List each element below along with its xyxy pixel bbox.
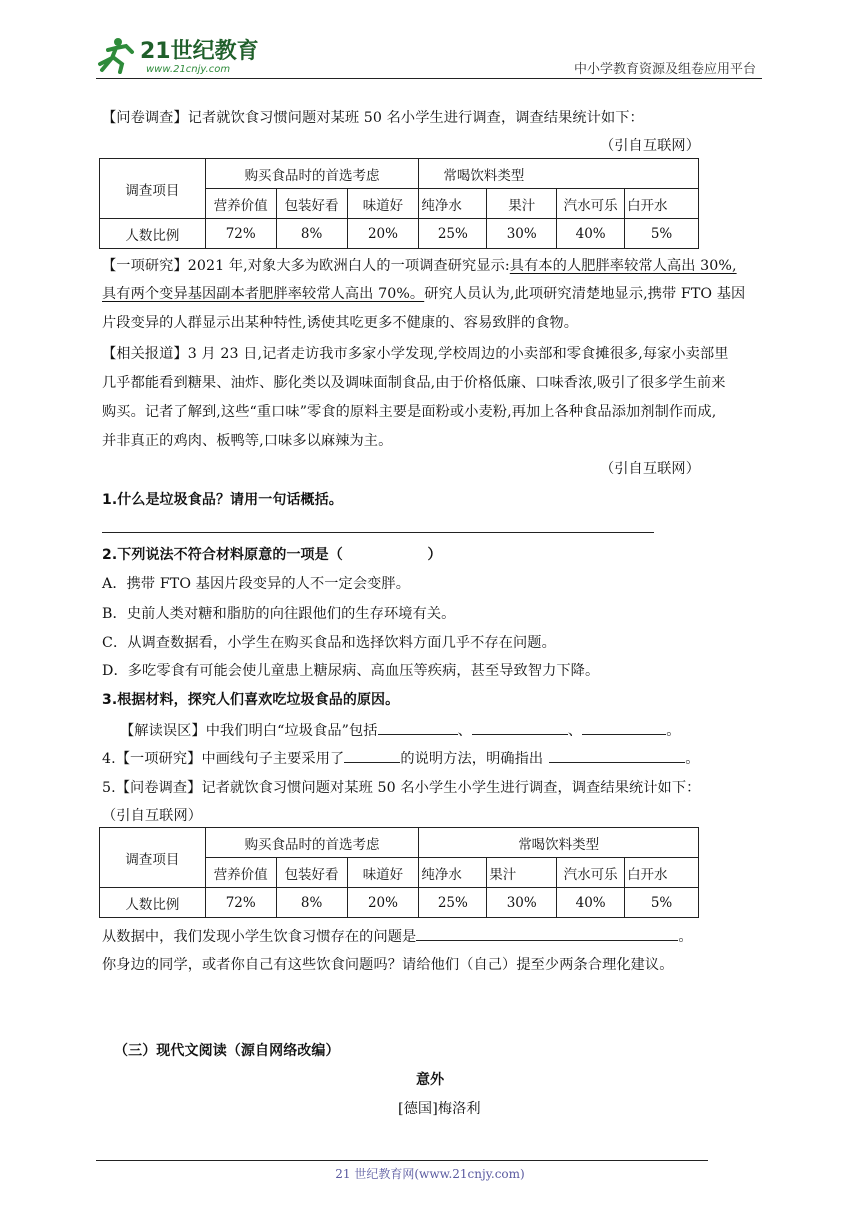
report-source: （引自互联网） — [599, 461, 700, 477]
logo-text: 21世纪教育 — [140, 39, 259, 64]
answer-blank[interactable] — [549, 748, 685, 763]
column-header: 营养价值 — [205, 858, 276, 888]
question-3-sub — [120, 720, 681, 741]
group-header-drink: 常喝饮料类型 — [419, 159, 699, 189]
header-divider — [96, 78, 762, 79]
footer-divider — [96, 1160, 708, 1161]
option-a: A．携带 FTO 基因片段变异的人不一定会变胖。 — [102, 576, 410, 592]
underlined-sentence: 具有本的人肥胖率较常人高出 30%, — [509, 258, 737, 274]
group-header-food: 购买食品时的首选考虑 — [205, 159, 419, 189]
survey-table-2 — [99, 827, 699, 918]
table-cell: 72% — [205, 888, 276, 918]
separator: 、 — [457, 723, 472, 739]
column-header: 果汁 — [487, 189, 557, 219]
data-problem-line — [102, 926, 693, 947]
survey-source: （引自互联网） — [599, 138, 700, 154]
column-header: 营养价值 — [205, 189, 276, 219]
question-1: 1.什么是垃圾食品？请用一句话概括。 — [102, 492, 343, 508]
research-text: 研究人员认为,此项研究清楚地显示,携带 FTO 基因 — [424, 286, 746, 302]
question-2: 2.下列说法不符合材料原意的一项是（ ） — [102, 547, 442, 563]
answer-line-q1[interactable] — [102, 532, 654, 533]
report-line-4: 并非真正的鸡肉、板鸭等,口味多以麻辣为主。 — [102, 433, 393, 449]
table-cell: 5% — [625, 219, 699, 249]
column-header: 白开水 — [625, 858, 699, 888]
article-title: 意外 — [416, 1072, 445, 1088]
column-header: 包装好看 — [276, 189, 347, 219]
column-header: 果汁 — [487, 858, 557, 888]
table-cell: 25% — [419, 219, 487, 249]
answer-blank[interactable] — [582, 720, 666, 735]
table-cell: 8% — [276, 219, 347, 249]
column-header: 味道好 — [347, 858, 419, 888]
suggestion-prompt: 你身边的同学，或者你自己有这些饮食问题吗？请给他们（自己）提至少两条合理化建议。 — [102, 957, 674, 973]
underlined-sentence: 具有两个变异基因副本者肥胖率较常人高出 70%。 — [102, 286, 425, 302]
end-mark: 。 — [666, 723, 681, 739]
research-line-2 — [102, 284, 745, 304]
table-cell: 40% — [557, 888, 625, 918]
column-header: 汽水可乐 — [557, 858, 625, 888]
question-4 — [102, 748, 700, 769]
sub-text: 【解读误区】中我们明白“垃圾食品”包括 — [120, 723, 378, 739]
option-d: D．多吃零食有可能会使儿童患上糖尿病、高血压等疾病，甚至导致智力下降。 — [102, 663, 600, 679]
option-c: C．从调查数据看，小学生在购买食品和选择饮料方面几乎不存在问题。 — [102, 635, 556, 651]
report-line-2: 几乎都能看到糖果、油炸、膨化类以及调味面制食品,由于价格低廉、口味香浓,吸引了很多学生前来 — [102, 375, 726, 391]
platform-name: 中小学教育资源及组卷应用平台 — [573, 62, 756, 77]
footer-text: 21 世纪教育网(www.21cnjy.com) — [335, 1167, 525, 1181]
group-header-food: 购买食品时的首选考虑 — [205, 828, 419, 858]
q4-text: 4.【一项研究】中画线句子主要采用了 — [102, 751, 345, 767]
column-header: 白开水 — [625, 189, 699, 219]
row-label: 人数比例 — [100, 888, 206, 918]
research-text: 【一项研究】2021 年,对象大多为欧洲白人的一项调查研究显示: — [102, 258, 510, 274]
research-line-1 — [102, 256, 737, 276]
group-header-drink: 常喝饮料类型 — [419, 828, 699, 858]
column-header: 包装好看 — [276, 858, 347, 888]
answer-blank[interactable] — [344, 748, 400, 763]
q4-text: 的说明方法，明确指出 — [400, 751, 544, 767]
runner-logo-icon — [100, 38, 132, 72]
answer-blank[interactable] — [378, 720, 458, 735]
question-3: 3.根据材料，探究人们喜欢吃垃圾食品的原因。 — [102, 692, 400, 708]
row-header: 调查项目 — [100, 159, 206, 219]
prompt-text: 从数据中，我们发现小学生饮食习惯存在的问题是 — [102, 929, 417, 945]
article-author: [德国]梅洛利 — [398, 1101, 481, 1117]
section-heading: （三）现代文阅读（源自网络改编） — [114, 1043, 340, 1059]
logo-url: www.21cnjy.com — [146, 64, 231, 75]
table-cell: 5% — [625, 888, 699, 918]
separator: 、 — [567, 723, 583, 739]
table-cell: 72% — [205, 219, 276, 249]
question-5-source: （引自互联网） — [102, 808, 203, 824]
report-line-1: 【相关报道】3 月 23 日,记者走访我市多家小学发现,学校周边的小卖部和零食摊很多,每家小卖部里 — [102, 346, 729, 362]
research-line-3: 片段变异的人群显示出某种特性,诱使其吃更多不健康的、容易致胖的食物。 — [102, 315, 579, 331]
end-mark: 。 — [678, 929, 693, 945]
column-header: 纯净水 — [419, 189, 487, 219]
report-line-3: 购买。记者了解到,这些“重口味”零食的原料主要是面粉或小麦粉,再加上各种食品添加剂制作而成, — [102, 404, 717, 420]
row-header: 调查项目 — [100, 828, 206, 888]
table-cell: 30% — [487, 888, 557, 918]
option-b: B．史前人类对糖和脂肪的向往跟他们的生存环境有关。 — [102, 606, 456, 622]
column-header: 纯净水 — [419, 858, 487, 888]
survey-intro: 【问卷调查】记者就饮食习惯问题对某班 50 名小学生进行调查，调查结果统计如下： — [102, 110, 644, 126]
site-logo — [94, 34, 264, 78]
row-label: 人数比例 — [100, 219, 206, 249]
question-5: 5.【问卷调查】记者就饮食习惯问题对某班 50 名小学生小学生进行调查，调查结果统计如下： — [102, 780, 701, 796]
table-cell: 25% — [419, 888, 487, 918]
table-cell: 8% — [276, 888, 347, 918]
table-cell: 40% — [557, 219, 625, 249]
table-cell: 20% — [347, 219, 419, 249]
column-header: 味道好 — [347, 189, 419, 219]
answer-blank[interactable] — [472, 720, 568, 735]
column-header: 汽水可乐 — [557, 189, 625, 219]
answer-blank[interactable] — [416, 926, 678, 941]
survey-table-1 — [99, 158, 699, 249]
end-mark: 。 — [685, 751, 700, 767]
table-cell: 20% — [347, 888, 419, 918]
table-cell: 30% — [487, 219, 557, 249]
